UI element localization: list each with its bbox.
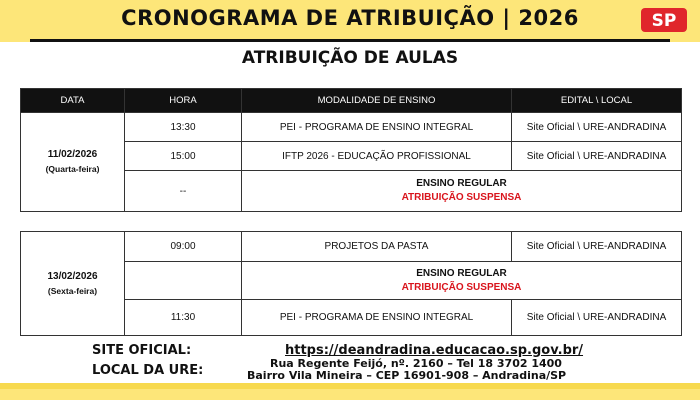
ure-label: LOCAL DA URE: bbox=[92, 363, 204, 378]
date-cell bbox=[21, 232, 125, 336]
regular-label: ENSINO REGULAR bbox=[416, 178, 507, 189]
bottom-band bbox=[0, 393, 700, 400]
hora-cell: 13:30 bbox=[125, 113, 242, 142]
bottom-stripe bbox=[0, 383, 700, 389]
col-header-hora: HORA bbox=[125, 89, 242, 113]
regular-cell bbox=[242, 262, 682, 300]
page-subtitle: ATRIBUIÇÃO DE AULAS bbox=[241, 48, 459, 68]
table-row bbox=[21, 113, 682, 142]
modalidade-cell: PEI - PROGRAMA DE ENSINO INTEGRAL bbox=[242, 300, 512, 336]
modalidade-cell: IFTP 2026 - EDUCAÇÃO PROFISSIONAL bbox=[242, 142, 512, 171]
hora-cell: 11:30 bbox=[125, 300, 242, 336]
title-divider bbox=[30, 39, 670, 42]
page-title: CRONOGRAMA DE ATRIBUIÇÃO | 2026 bbox=[121, 6, 579, 30]
weekday-value: (Sexta-feira) bbox=[47, 285, 98, 296]
local-cell: Site Oficial \ URE-ANDRADINA bbox=[512, 300, 682, 336]
table-row bbox=[21, 232, 682, 262]
hora-cell bbox=[125, 262, 242, 300]
address-line-1: Rua Regente Feijó, nº. 2160 – Tel 18 3702 1400 bbox=[270, 357, 562, 370]
site-label: SITE OFICIAL: bbox=[92, 343, 192, 358]
col-header-modalidade: MODALIDADE DE ENSINO bbox=[242, 89, 512, 113]
schedule-table-1 bbox=[20, 88, 682, 212]
local-cell: Site Oficial \ URE-ANDRADINA bbox=[512, 232, 682, 262]
local-cell: Site Oficial \ URE-ANDRADINA bbox=[512, 142, 682, 171]
date-cell bbox=[21, 113, 125, 212]
date-value: 13/02/2026 bbox=[47, 270, 98, 282]
regular-cell bbox=[242, 171, 682, 212]
col-header-data: DATA bbox=[21, 89, 125, 113]
site-link[interactable]: https://deandradina.educacao.sp.gov.br/ bbox=[285, 343, 584, 358]
hora-cell: -- bbox=[125, 171, 242, 212]
hora-cell: 09:00 bbox=[125, 232, 242, 262]
suspended-status: ATRIBUIÇÃO SUSPENSA bbox=[401, 192, 522, 203]
sp-logo-icon bbox=[641, 8, 687, 32]
modalidade-cell: PEI - PROGRAMA DE ENSINO INTEGRAL bbox=[242, 113, 512, 142]
modalidade-cell: PROJETOS DA PASTA bbox=[242, 232, 512, 262]
regular-label: ENSINO REGULAR bbox=[416, 267, 507, 279]
local-cell: Site Oficial \ URE-ANDRADINA bbox=[512, 113, 682, 142]
table-header-row bbox=[21, 89, 682, 113]
logo-text: SP bbox=[651, 11, 677, 31]
weekday-value: (Quarta-feira) bbox=[45, 164, 100, 174]
col-header-edital: EDITAL \ LOCAL bbox=[512, 89, 682, 113]
schedule-table-2 bbox=[20, 231, 682, 336]
hora-cell: 15:00 bbox=[125, 142, 242, 171]
address-line-2: Bairro Vila Mineira – CEP 16901-908 – Andradina/SP bbox=[247, 369, 567, 382]
suspended-status: ATRIBUIÇÃO SUSPENSA bbox=[401, 281, 522, 293]
date-value: 11/02/2026 bbox=[47, 149, 98, 160]
